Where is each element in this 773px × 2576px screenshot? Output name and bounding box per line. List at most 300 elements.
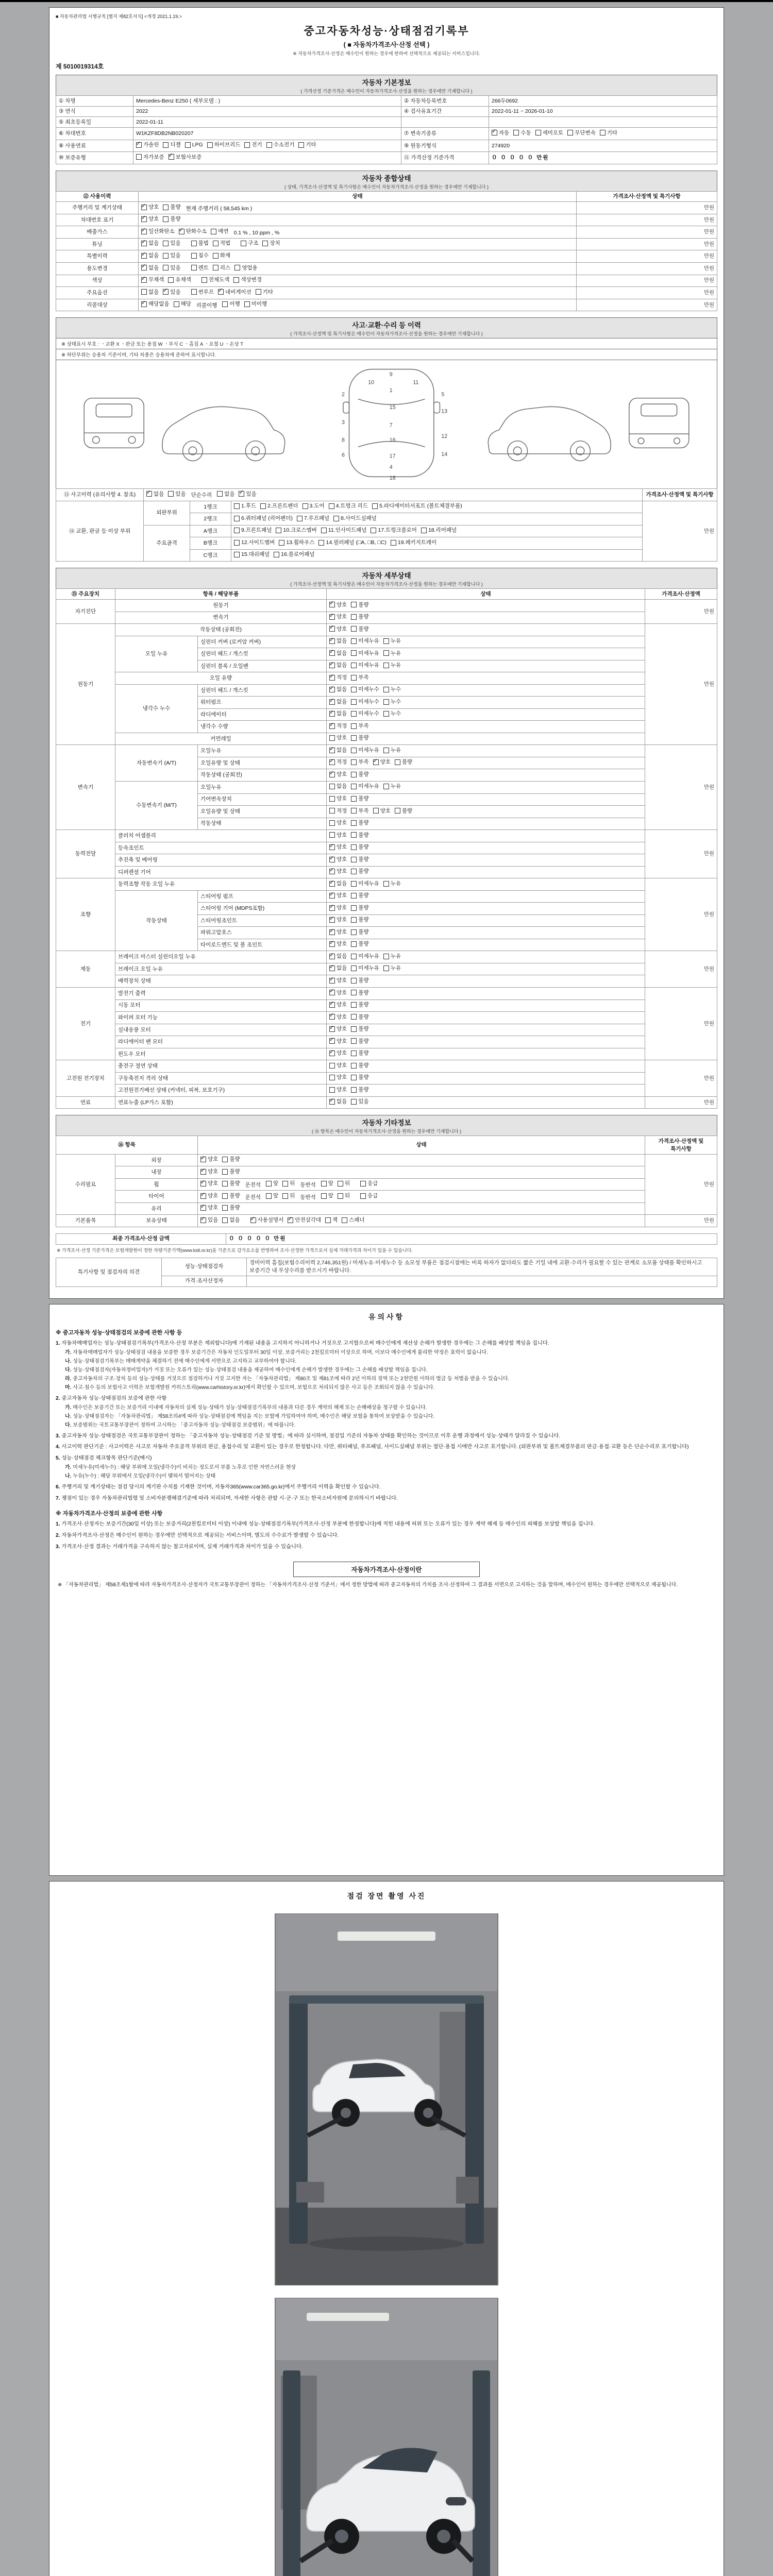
checkbox-label: 양호 [208, 1192, 219, 1199]
checkbox-checked[interactable] [329, 916, 347, 924]
checkbox-checked[interactable] [329, 710, 347, 718]
checkbox-unchecked[interactable] [371, 527, 416, 534]
svg-text:16: 16 [389, 437, 396, 444]
checkbox-unchecked[interactable] [351, 904, 368, 912]
checkbox-checked[interactable] [329, 1038, 347, 1045]
table-row [56, 1072, 717, 1084]
checkbox-unchecked[interactable] [351, 1013, 368, 1021]
checkbox-unchecked[interactable] [360, 1192, 378, 1200]
checkbox-unchecked[interactable] [207, 141, 241, 149]
table-row [56, 106, 717, 117]
checkbox-unchecked[interactable] [351, 1062, 368, 1070]
checkbox-checked[interactable] [329, 1013, 347, 1021]
checkbox-checked[interactable] [329, 868, 347, 875]
table-cell: 디퍼렌셜 기어 [115, 866, 327, 878]
checkbox-unchecked[interactable] [136, 154, 164, 161]
checkbox-checked[interactable] [200, 1216, 218, 1224]
checkbox-unchecked[interactable] [351, 977, 368, 985]
checkbox-label: 누유 [390, 783, 401, 790]
checkbox-unchecked[interactable] [342, 1216, 364, 1224]
final-price-table [56, 1233, 717, 1245]
checkbox-checked[interactable] [329, 1049, 347, 1057]
checkbox-unchecked[interactable] [351, 1086, 368, 1094]
table-cell: 파워고압호스 [198, 927, 327, 939]
checkbox-unchecked[interactable] [351, 686, 379, 693]
checkbox-unchecked[interactable] [222, 1204, 240, 1212]
checkbox-unchecked[interactable] [351, 843, 368, 851]
checkbox-unchecked[interactable] [217, 490, 234, 498]
checkbox-unchecked[interactable] [222, 1216, 240, 1224]
checkbox-unchecked[interactable] [383, 953, 401, 960]
table-cell: 실린더 헤드 / 개스킷 [198, 648, 327, 660]
checkbox-unchecked[interactable] [329, 1074, 347, 1081]
checkbox-label: 뒤 [344, 1180, 350, 1187]
model-year-value: 2022 [133, 106, 401, 117]
checkbox-checked[interactable] [329, 928, 347, 936]
checkbox-unchecked[interactable] [329, 1062, 347, 1070]
checkbox-unchecked[interactable] [351, 892, 368, 900]
checkbox-checked[interactable] [200, 1204, 218, 1212]
checkbox-unchecked[interactable] [234, 527, 272, 534]
checkbox-checked[interactable] [329, 747, 347, 754]
checkbox-unchecked[interactable] [163, 240, 180, 247]
checkbox-unchecked[interactable] [325, 1216, 338, 1224]
checkbox-checked[interactable] [218, 289, 251, 296]
checkbox-unchecked[interactable] [163, 252, 180, 260]
table-cell [489, 117, 717, 128]
checkbox-unchecked[interactable] [351, 650, 379, 657]
checkbox-unchecked[interactable] [329, 734, 347, 742]
table-row [56, 636, 717, 648]
checkbox-label: 누수 [390, 686, 401, 693]
engine-type-label: ⑨ 원동기형식 [401, 140, 489, 152]
detail-state-table [56, 588, 717, 1109]
checkbox-checked[interactable] [329, 674, 347, 682]
checkbox-label: 불량 [358, 1062, 369, 1069]
table-cell [327, 1072, 645, 1084]
checkbox-checked[interactable] [169, 154, 202, 161]
checkbox-unchecked[interactable] [351, 940, 368, 948]
table-row [56, 191, 717, 202]
checkbox-unchecked[interactable] [351, 1025, 368, 1033]
table-cell: 항목 / 해당부품 [115, 589, 327, 600]
table-row [56, 842, 717, 854]
table-cell: 배력장치 상태 [115, 975, 327, 988]
checkbox-label: 색상변경 [241, 277, 262, 283]
checkbox-checked[interactable] [200, 1192, 218, 1200]
table-cell: 만원 [643, 501, 717, 562]
checkbox-unchecked[interactable] [395, 807, 412, 815]
checkbox-checked[interactable] [329, 637, 347, 645]
checkbox-unchecked[interactable] [329, 1086, 347, 1094]
checkbox-checked[interactable] [250, 1216, 284, 1224]
checkbox-checked[interactable] [136, 141, 159, 149]
table-cell: 만원 [577, 214, 717, 226]
mileage-state [139, 202, 577, 214]
checkbox-label: 자가보증 [143, 154, 164, 160]
checkbox-label: 없음 [337, 638, 347, 645]
checkbox-unchecked[interactable] [298, 141, 316, 149]
checkbox-label: 썬루프 [198, 289, 214, 295]
checkbox-unchecked[interactable] [222, 1168, 240, 1176]
checkbox-unchecked[interactable] [351, 928, 368, 936]
checkbox-unchecked[interactable] [262, 240, 280, 247]
checkbox-label: 미세누수 [358, 698, 379, 705]
checkbox-unchecked[interactable] [260, 502, 298, 510]
table-cell [327, 878, 645, 891]
checkbox-unchecked[interactable] [211, 228, 228, 235]
checkbox-unchecked[interactable] [383, 686, 401, 693]
body-diagram [56, 360, 717, 488]
checkbox-unchecked[interactable] [383, 698, 401, 706]
checkbox-checked[interactable] [329, 856, 347, 863]
checkbox-unchecked[interactable] [163, 204, 180, 211]
emission-state [139, 226, 577, 239]
checkbox-unchecked[interactable] [276, 527, 316, 534]
checkbox-unchecked[interactable] [351, 868, 368, 875]
checkbox-unchecked[interactable] [383, 747, 401, 754]
table-cell: 자동변속기 (A/T) [115, 745, 198, 782]
table-row [56, 202, 717, 214]
inline-text: 0.1 % , 10 ppm , % [233, 229, 280, 236]
checkbox-unchecked[interactable] [391, 539, 436, 547]
checkbox-checked[interactable] [329, 1001, 347, 1009]
checkbox-unchecked[interactable] [297, 515, 329, 522]
checkbox-checked[interactable] [373, 758, 391, 766]
table-cell [327, 697, 645, 709]
table-cell [327, 939, 645, 951]
checkbox-unchecked[interactable] [395, 758, 412, 766]
checkbox-label: 양호 [337, 795, 347, 802]
checkbox-checked[interactable] [329, 940, 347, 948]
checkbox-label: 없음 [337, 953, 347, 959]
checkbox-unchecked[interactable] [351, 989, 368, 997]
checkbox-unchecked[interactable] [191, 252, 209, 260]
checkbox-unchecked[interactable] [321, 527, 367, 534]
checkbox-checked[interactable] [329, 953, 347, 960]
checkbox-checked[interactable] [329, 977, 347, 985]
checkbox-checked[interactable] [179, 228, 207, 235]
checkbox-unchecked[interactable] [351, 637, 379, 645]
checkbox-unchecked[interactable] [185, 141, 203, 149]
table-cell: 만원 [645, 1096, 717, 1109]
checkbox-checked[interactable] [239, 490, 256, 498]
checkbox-unchecked[interactable] [383, 964, 401, 972]
table-cell: 가격조사·산정액 [645, 589, 717, 600]
checkbox-unchecked[interactable] [421, 527, 457, 534]
checkbox-unchecked[interactable] [141, 289, 159, 296]
checkbox-checked[interactable] [329, 964, 347, 972]
checkbox-unchecked[interactable] [234, 264, 257, 272]
checkbox-unchecked[interactable] [351, 662, 379, 669]
checkbox-checked[interactable] [329, 722, 347, 730]
checkbox-checked[interactable] [141, 204, 159, 211]
checkbox-unchecked[interactable] [168, 276, 191, 284]
checkbox-unchecked[interactable] [351, 1001, 368, 1009]
table-row [56, 1258, 717, 1276]
checkbox-unchecked[interactable] [191, 289, 214, 296]
checkbox-label: 2.프론트펜더 [267, 503, 298, 510]
checkbox-unchecked[interactable] [351, 674, 368, 682]
checkbox-unchecked[interactable] [222, 1156, 240, 1163]
checkbox-checked[interactable] [163, 289, 180, 296]
checkbox-label: 없음 [148, 240, 159, 247]
section-comprehensive-note: ( 상태, 가격조사·산정액 및 특기사항은 매수인이 자동차가격조사·산정을 원하는 경우에만 기재합니다 ) [284, 184, 489, 190]
table-cell: 기본품목 [56, 1215, 115, 1227]
checkbox-unchecked[interactable] [233, 276, 262, 284]
checkbox-unchecked[interactable] [213, 240, 230, 247]
checkbox-unchecked[interactable] [351, 1049, 368, 1057]
checkbox-unchecked[interactable] [329, 832, 347, 839]
checkbox-label: 침수 [198, 252, 209, 259]
checkbox-label: 양호 [337, 1062, 347, 1069]
checkbox-unchecked[interactable] [213, 264, 230, 272]
checkbox-checked[interactable] [329, 601, 347, 609]
checkbox-label: 없음 [337, 686, 347, 693]
checkbox-unchecked[interactable] [338, 1180, 350, 1188]
checkbox-checked[interactable] [200, 1168, 218, 1176]
checkbox-unchecked[interactable] [351, 832, 368, 839]
checkbox-label: 전체도색 [208, 277, 230, 283]
checkbox-checked[interactable] [329, 1025, 347, 1033]
checkbox-checked[interactable] [200, 1156, 218, 1163]
checkbox-checked[interactable] [329, 989, 347, 997]
checkbox-unchecked[interactable] [279, 539, 314, 547]
checkbox-unchecked[interactable] [234, 515, 293, 522]
checkbox-unchecked[interactable] [351, 734, 368, 742]
checkbox-label: 전기 [251, 142, 262, 148]
checkbox-label: 앞 [328, 1180, 333, 1187]
checkbox-unchecked[interactable] [329, 819, 347, 827]
table-cell [139, 275, 577, 287]
checkbox-unchecked[interactable] [222, 300, 240, 308]
checkbox-unchecked[interactable] [201, 276, 230, 284]
checkbox-unchecked[interactable] [241, 240, 258, 247]
checkbox-label: 1.후드 [241, 503, 257, 510]
checkbox-label: 불량 [229, 1156, 240, 1163]
checkbox-unchecked[interactable] [513, 129, 531, 137]
checkbox-checked[interactable] [329, 892, 347, 900]
checkbox-unchecked[interactable] [383, 637, 401, 645]
checkbox-unchecked[interactable] [234, 502, 256, 510]
checkbox-label: 있음 [246, 490, 257, 497]
checkbox-unchecked[interactable] [318, 539, 386, 547]
checkbox-label: 불량 [358, 856, 369, 862]
checkbox-unchecked[interactable] [329, 795, 347, 803]
checkbox-unchecked[interactable] [321, 1180, 333, 1188]
checkbox-unchecked[interactable] [383, 710, 401, 718]
checkbox-unchecked[interactable] [351, 758, 368, 766]
checkbox-unchecked[interactable] [351, 795, 368, 803]
notices-title: 유의사항 [368, 1312, 405, 1321]
table-row [56, 1084, 717, 1097]
checkbox-unchecked[interactable] [351, 1098, 368, 1106]
checkbox-unchecked[interactable] [351, 783, 379, 790]
table-row [56, 1178, 717, 1191]
checkbox-unchecked[interactable] [256, 289, 273, 296]
checkbox-label: 양호 [380, 759, 391, 766]
checkbox-unchecked[interactable] [266, 141, 295, 149]
checkbox-unchecked[interactable] [234, 551, 270, 558]
checkbox-checked[interactable] [329, 613, 347, 621]
checkbox-unchecked[interactable] [383, 783, 401, 790]
checkbox-label: 7.루프패널 [304, 515, 330, 521]
checkbox-unchecked[interactable] [567, 129, 596, 137]
checkbox-checked[interactable] [141, 300, 170, 308]
table-cell [327, 854, 645, 867]
checkbox-checked[interactable] [329, 625, 347, 633]
checkbox-checked[interactable] [329, 698, 347, 706]
checkbox-unchecked[interactable] [351, 625, 368, 633]
checkbox-label: 불량 [358, 904, 369, 911]
checkbox-label: 누유 [390, 662, 401, 669]
checkbox-unchecked[interactable] [351, 722, 368, 730]
checkbox-checked[interactable] [288, 1216, 321, 1224]
table-cell [327, 757, 645, 769]
base-price-value: ０ ０ ０ ０ ０ 만원 [489, 152, 717, 164]
table-cell [401, 117, 489, 128]
checkbox-unchecked[interactable] [303, 502, 325, 510]
svg-text:2: 2 [342, 391, 345, 398]
checkbox-label: 적법 [220, 240, 231, 247]
checkbox-unchecked[interactable] [351, 856, 368, 863]
checkbox-unchecked[interactable] [351, 771, 368, 778]
checkbox-unchecked[interactable] [535, 129, 564, 137]
svg-text:3: 3 [342, 419, 345, 426]
checkbox-checked[interactable] [141, 276, 164, 284]
checkbox-label: 양호 [337, 614, 347, 620]
checkbox-label: 양호 [208, 1205, 219, 1211]
checkbox-unchecked[interactable] [351, 613, 368, 621]
diagram-part-numbers [342, 371, 447, 481]
table-row [56, 672, 717, 685]
checkbox-unchecked[interactable] [351, 1074, 368, 1081]
checkbox-label: 무채색 [148, 277, 164, 283]
checkbox-unchecked[interactable] [244, 300, 267, 308]
document-number: 제 5010019314호 [56, 63, 104, 70]
checkbox-unchecked[interactable] [351, 819, 368, 827]
checkbox-unchecked[interactable] [338, 1192, 350, 1200]
checkbox-unchecked[interactable] [234, 539, 275, 547]
checkbox-unchecked[interactable] [191, 264, 209, 272]
transmission-options [489, 128, 717, 140]
checkbox-checked[interactable] [141, 264, 159, 272]
table-cell: 만원 [577, 263, 717, 275]
checkbox-checked[interactable] [329, 758, 347, 766]
checkbox-unchecked[interactable] [321, 1192, 333, 1200]
checkbox-unchecked[interactable] [600, 129, 617, 137]
page-subtitle: ( ■ 자동차가격조사·산정 선택 ) [343, 41, 430, 48]
checkbox-unchecked[interactable] [222, 1180, 240, 1188]
checkbox-unchecked[interactable] [351, 698, 379, 706]
table-cell: 만원 [577, 275, 717, 287]
page-title: 중고자동차성능·상태점검기록부 [304, 25, 469, 37]
checkbox-unchecked[interactable] [351, 953, 379, 960]
checkbox-checked[interactable] [200, 1180, 218, 1188]
checkbox-unchecked[interactable] [351, 807, 368, 815]
table-cell: 수리필요 [56, 1154, 115, 1215]
checkbox-label: 기타 [607, 129, 618, 136]
table-row [56, 684, 717, 697]
checkbox-label: 불법 [198, 240, 209, 247]
checkbox-checked[interactable] [329, 662, 347, 669]
checkbox-label: 응급 [367, 1192, 378, 1199]
checkbox-unchecked[interactable] [383, 662, 401, 669]
checkbox-checked[interactable] [329, 686, 347, 693]
checkbox-unchecked[interactable] [373, 807, 391, 815]
checkbox-checked[interactable] [141, 215, 159, 223]
checkbox-unchecked[interactable] [351, 601, 368, 609]
vin-marking-label: 차대번호 표기 [56, 214, 139, 226]
table-cell: 외판부위 [144, 501, 190, 525]
checkbox-unchecked[interactable] [351, 747, 379, 754]
checkbox-unchecked[interactable] [274, 551, 314, 558]
checkbox-unchecked[interactable] [168, 490, 186, 498]
checkbox-unchecked[interactable] [333, 515, 377, 522]
checkbox-label: 불량 [358, 1038, 369, 1044]
checkbox-checked[interactable] [329, 1098, 347, 1106]
checkbox-unchecked[interactable] [213, 252, 230, 260]
notice-section-head: ※ 자동차가격조사·산정의 보증에 관한 사항 [56, 1511, 163, 1517]
checkbox-checked[interactable] [329, 904, 347, 912]
checkbox-unchecked[interactable] [266, 1192, 278, 1200]
checkbox-unchecked[interactable] [163, 264, 180, 272]
table-cell: 라디에이터 팬 모터 [115, 1036, 327, 1048]
table-cell [327, 1024, 645, 1036]
checkbox-unchecked[interactable] [383, 880, 401, 888]
checkbox-unchecked[interactable] [351, 880, 379, 888]
checkbox-unchecked[interactable] [282, 1180, 295, 1188]
table-row [56, 501, 717, 513]
checkbox-checked[interactable] [141, 252, 159, 260]
checkbox-unchecked[interactable] [329, 502, 368, 510]
checkbox-checked[interactable] [329, 880, 347, 888]
checkbox-unchecked[interactable] [329, 807, 347, 815]
table-cell [327, 830, 645, 842]
table-cell: 수동변속기 (M/T) [115, 781, 198, 829]
checkbox-unchecked[interactable] [222, 1192, 240, 1200]
checkbox-unchecked[interactable] [383, 650, 401, 657]
checkbox-label: 13.휠하우스 [286, 539, 315, 546]
checkbox-unchecked[interactable] [266, 1180, 278, 1188]
table-cell: 실린더 헤드 / 개스킷 [198, 684, 327, 697]
checkbox-unchecked[interactable] [351, 964, 379, 972]
checkbox-checked[interactable] [141, 228, 175, 235]
checkbox-unchecked[interactable] [174, 300, 191, 308]
checkbox-unchecked[interactable] [191, 240, 209, 247]
checkbox-label: 뒤 [290, 1192, 295, 1199]
checkbox-unchecked[interactable] [372, 502, 462, 510]
checkbox-checked[interactable] [146, 490, 164, 498]
checkbox-checked[interactable] [329, 843, 347, 851]
checkbox-unchecked[interactable] [329, 783, 347, 790]
checkbox-unchecked[interactable] [360, 1180, 378, 1188]
checkbox-unchecked[interactable] [351, 916, 368, 924]
checkbox-checked[interactable] [329, 771, 347, 778]
checkbox-checked[interactable] [141, 240, 159, 247]
checkbox-unchecked[interactable] [282, 1192, 295, 1200]
checkbox-unchecked[interactable] [351, 1038, 368, 1045]
table-cell [327, 624, 645, 636]
checkbox-checked[interactable] [492, 129, 509, 137]
checkbox-unchecked[interactable] [351, 710, 379, 718]
checkbox-unchecked[interactable] [163, 141, 180, 149]
checkbox-unchecked[interactable] [163, 215, 180, 223]
checkbox-checked[interactable] [329, 650, 347, 657]
checkbox-unchecked[interactable] [244, 141, 262, 149]
table-row [56, 263, 717, 275]
checkbox-label: 누유 [390, 747, 401, 753]
